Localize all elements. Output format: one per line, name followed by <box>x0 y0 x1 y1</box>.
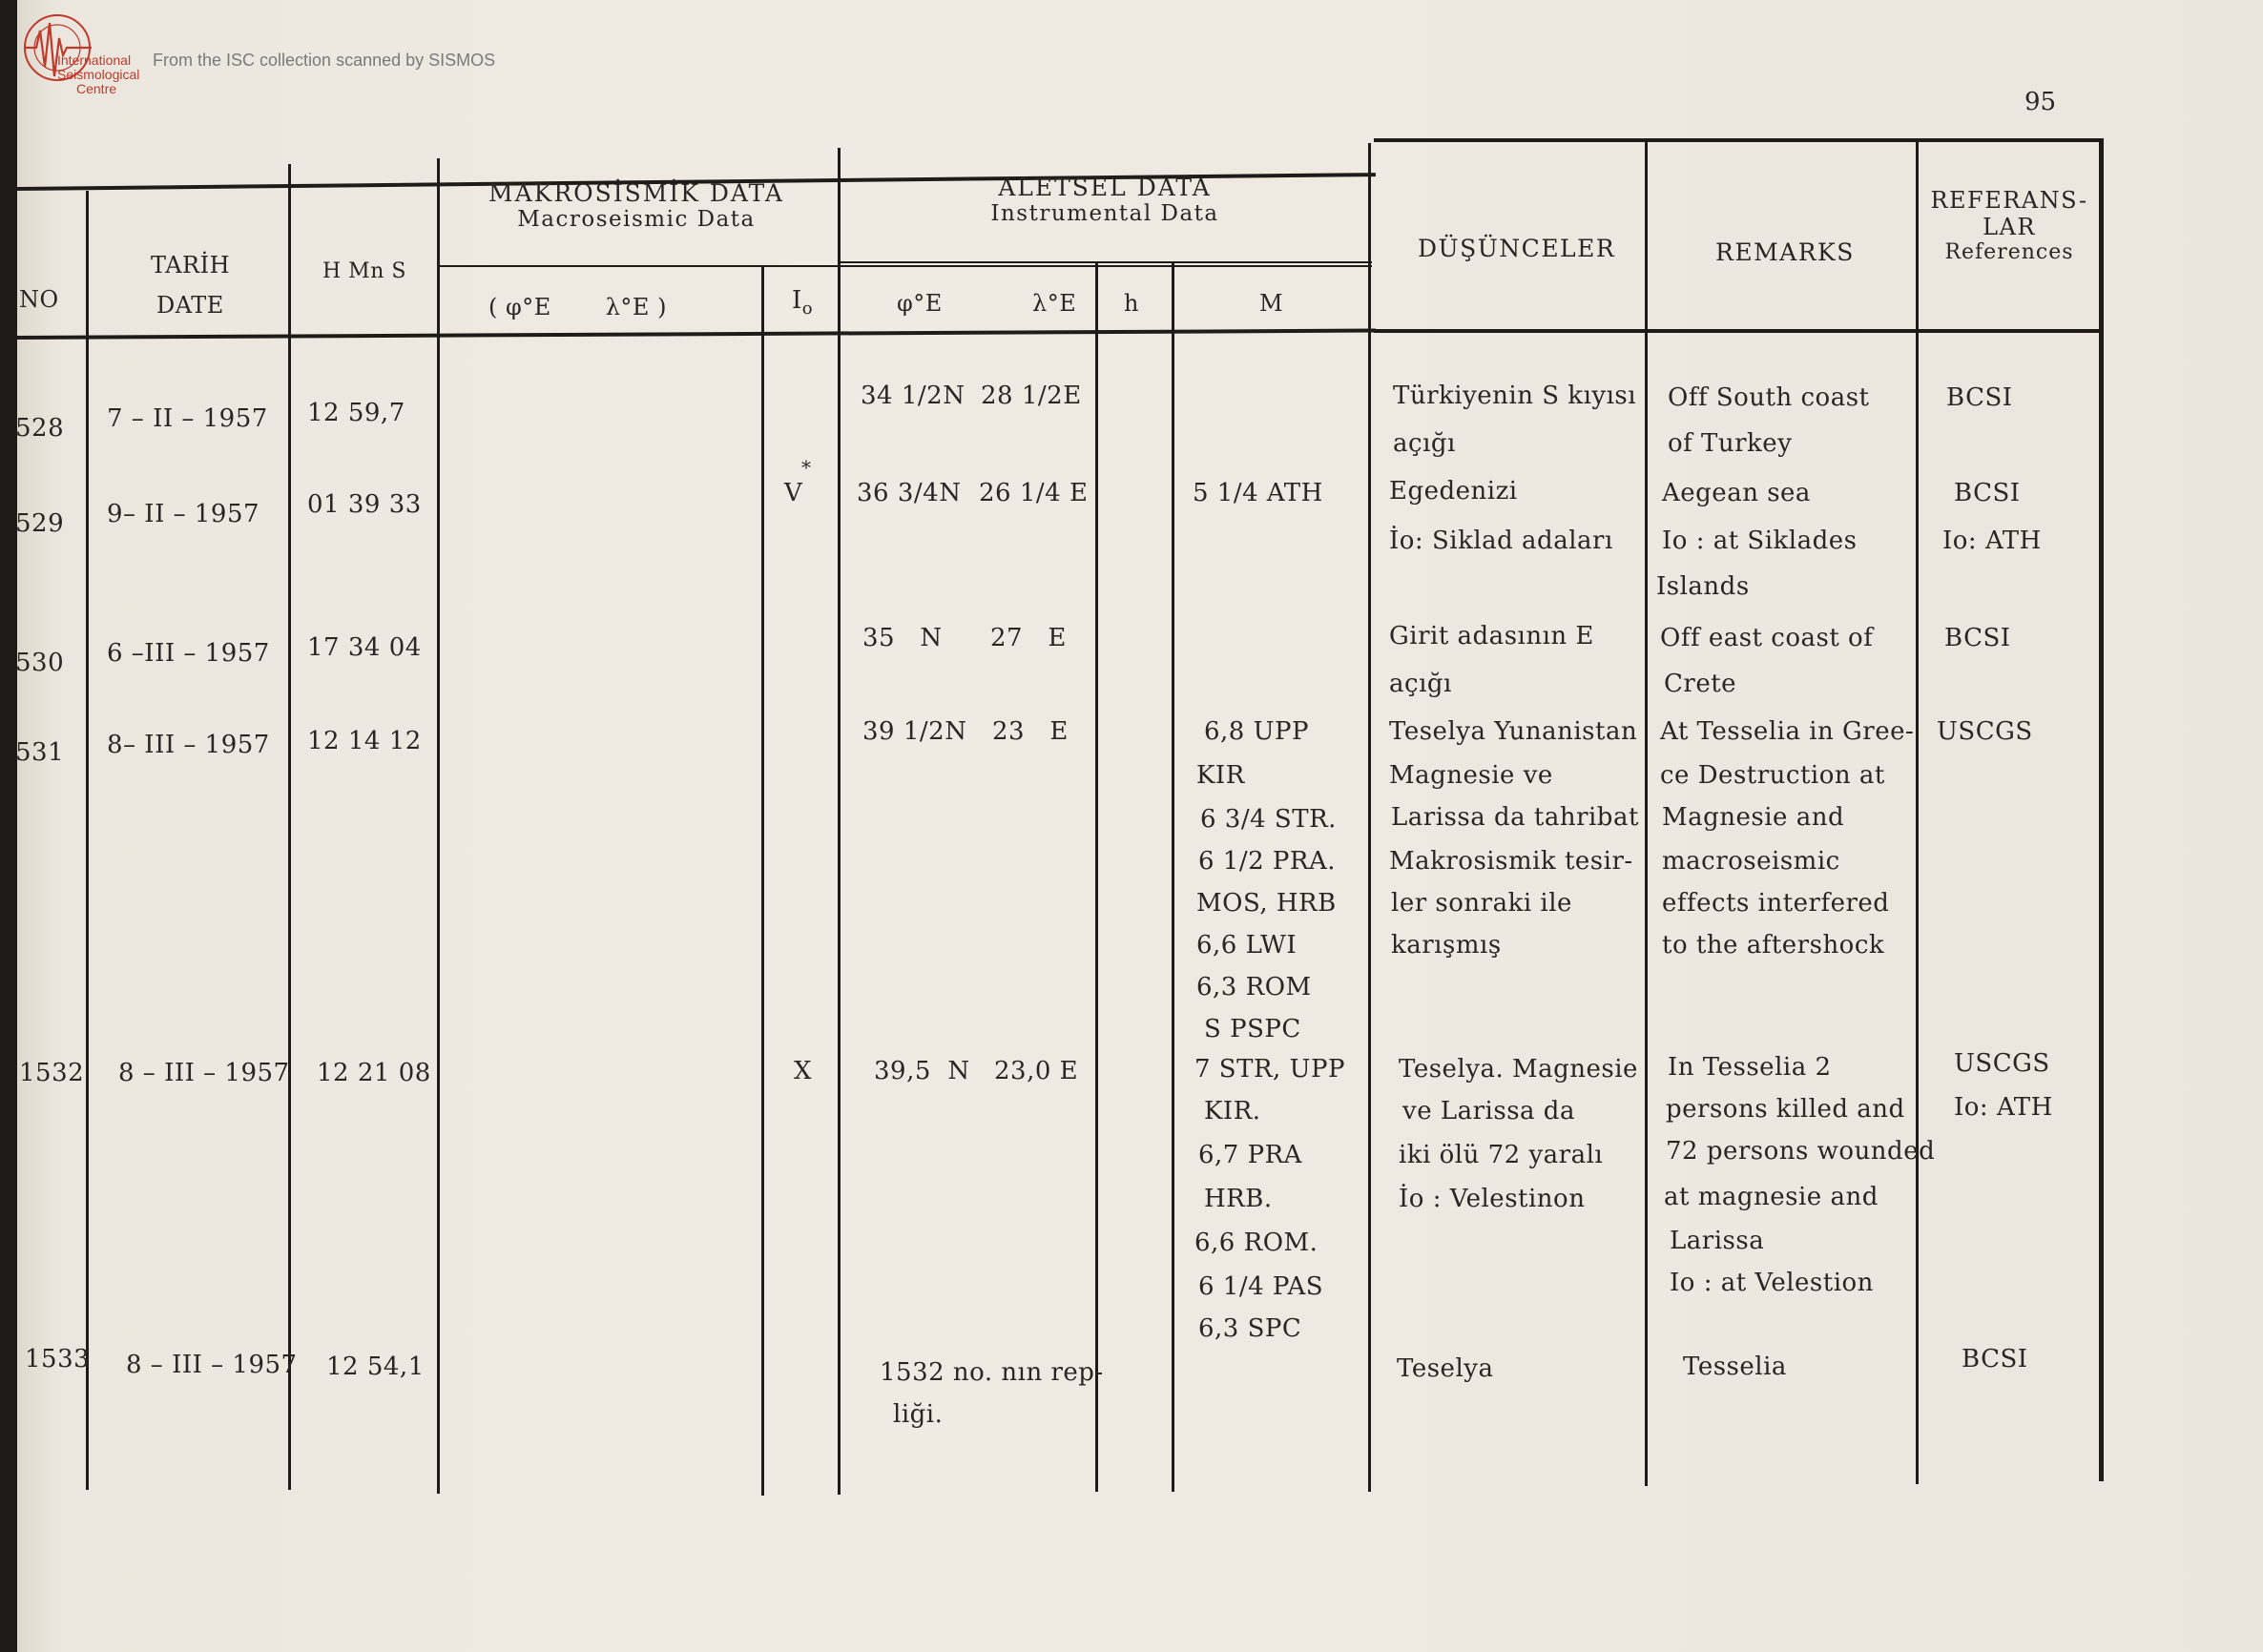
cell-magnitude: 6 3/4 STR. <box>1200 805 1337 834</box>
cell-remarks: Io : at Velestion <box>1670 1269 1874 1297</box>
header-io-sub: o <box>801 299 814 320</box>
cell-phi: 34 1/2N <box>861 382 965 410</box>
col-rule <box>1095 261 1098 1492</box>
cell-magnitude: HRB. <box>1204 1185 1273 1213</box>
cell-remarks: Islands <box>1656 572 1750 601</box>
cell-instr-note: 1532 no. nın rep- <box>880 1358 1104 1387</box>
cell-dusunceler: Teselya <box>1397 1354 1494 1383</box>
header-references <box>1918 187 2101 264</box>
cell-time: 12 21 08 <box>317 1059 431 1087</box>
header-macro-coords: ( φ°E λ°E ) <box>488 294 667 320</box>
header-macro <box>441 179 832 232</box>
cell-remarks: to the aftershock <box>1662 931 1885 960</box>
header-ref-en: References <box>1944 240 2074 264</box>
cell-remarks: effects interfered <box>1662 889 1890 918</box>
header-instr-tr: ALETSEL DATA <box>998 174 1212 201</box>
cell-date: 8 – III – 1957 <box>126 1351 298 1379</box>
header-no: NO <box>19 286 59 313</box>
header-io-label: I <box>792 286 802 315</box>
cell-ref: USCGS <box>1954 1049 2050 1078</box>
cell-no: 528 <box>15 414 65 443</box>
cell-remarks: at magnesie and <box>1664 1183 1879 1211</box>
cell-dusunceler: açığı <box>1393 429 1456 458</box>
cell-dusunceler: Teselya. Magnesie <box>1399 1055 1638 1084</box>
cell-dusunceler: ler sonraki ile <box>1391 889 1572 918</box>
col-rule <box>1172 261 1174 1492</box>
cell-io: X <box>794 1057 813 1085</box>
cell-phi: 39,5 N <box>874 1057 970 1085</box>
cell-date: 6 –III – 1957 <box>107 639 270 668</box>
cell-io-mark: * <box>801 456 812 479</box>
cell-time: 12 14 12 <box>307 727 422 755</box>
cell-dusunceler: İo: Siklad adaları <box>1389 527 1613 555</box>
cell-dusunceler: Larissa da tahribat <box>1391 803 1639 832</box>
cell-magnitude: 6,6 LWI <box>1196 931 1298 960</box>
cell-date: 9– II – 1957 <box>107 500 260 528</box>
cell-ref: BCSI <box>1954 479 2021 507</box>
cell-dusunceler: Türkiyenin S kıyısı <box>1393 382 1637 410</box>
cell-dusunceler: Egedenizi <box>1389 477 1518 506</box>
cell-dusunceler: karışmış <box>1391 931 1502 960</box>
cell-magnitude: S PSPC <box>1204 1015 1301 1043</box>
cell-remarks: Off South coast <box>1668 383 1870 412</box>
header-phi: φ°E <box>897 290 943 317</box>
cell-dusunceler: Makrosismik tesir- <box>1389 847 1633 876</box>
header-lambda: λ°E <box>1032 290 1077 317</box>
cell-dusunceler: iki ölü 72 yaralı <box>1399 1141 1604 1169</box>
cell-no: 1532 <box>19 1059 85 1087</box>
cell-phi: 39 1/2N <box>862 717 967 746</box>
isc-logo-text <box>57 53 139 96</box>
header-m: M <box>1259 290 1284 317</box>
header-io <box>792 286 813 319</box>
logo-line: International <box>57 52 132 68</box>
cell-phi: 35 N <box>862 624 943 652</box>
cell-remarks: Crete <box>1664 670 1737 698</box>
col-rule <box>838 148 841 1495</box>
cell-dusunceler: Magnesie ve <box>1389 761 1553 790</box>
table-top-rule-right <box>1374 138 2103 142</box>
cell-magnitude: KIR <box>1196 761 1245 790</box>
cell-lambda: 23 E <box>992 717 1069 746</box>
cell-time: 12 54,1 <box>326 1353 425 1381</box>
cell-magnitude: MOS, HRB <box>1196 889 1337 918</box>
cell-magnitude: 5 1/4 ATH <box>1193 479 1323 507</box>
cell-magnitude: 7 STR, UPP <box>1194 1055 1345 1084</box>
cell-remarks: Aegean sea <box>1662 479 1811 507</box>
col-rule <box>1645 141 1648 1486</box>
cell-time: 12 59,7 <box>307 399 405 427</box>
header-instr <box>840 174 1370 226</box>
col-rule <box>288 164 291 1490</box>
header-date-tr: TARİH <box>151 252 231 279</box>
cell-remarks: At Tesselia in Gree- <box>1660 717 1915 746</box>
cell-ref: BCSI <box>1962 1345 2028 1373</box>
header-ref-tr-2: LAR <box>1983 214 2036 240</box>
cell-lambda: 27 E <box>990 624 1067 652</box>
col-rule <box>1916 141 1919 1484</box>
cell-magnitude: 6,3 SPC <box>1198 1314 1302 1343</box>
cell-date: 8 – III – 1957 <box>118 1059 290 1087</box>
cell-magnitude: 6,8 UPP <box>1204 717 1310 746</box>
logo-line: Seismological <box>57 67 140 82</box>
cell-magnitude: 6,6 ROM. <box>1194 1229 1318 1257</box>
subheader-rule-left <box>437 265 1372 267</box>
cell-date: 7 – II – 1957 <box>107 404 268 433</box>
cell-time: 01 39 33 <box>307 490 422 519</box>
header-macro-en: Macroseismic Data <box>517 207 756 232</box>
cell-no: 529 <box>15 509 65 538</box>
cell-phi: 36 3/4N <box>857 479 962 507</box>
cell-remarks: macroseismic <box>1662 847 1840 876</box>
cell-magnitude: 6 1/4 PAS <box>1198 1272 1324 1301</box>
cell-no: 530 <box>15 649 65 677</box>
cell-remarks: In Tesselia 2 <box>1668 1053 1832 1082</box>
cell-ref: BCSI <box>1944 624 2011 652</box>
header-ref-tr-1: REFERANS- <box>1930 187 2088 214</box>
page-number: 95 <box>2024 88 2057 116</box>
cell-no: 531 <box>15 738 65 767</box>
cell-magnitude: 6,7 PRA <box>1198 1141 1302 1169</box>
col-rule <box>437 158 440 1494</box>
cell-remarks: ce Destruction at <box>1660 761 1885 790</box>
cell-ref: Io: ATH <box>1942 527 2042 555</box>
cell-lambda: 28 1/2E <box>981 382 1082 410</box>
cell-magnitude: KIR. <box>1204 1097 1261 1125</box>
cell-no: 1533 <box>25 1345 91 1373</box>
cell-magnitude: 6,3 ROM <box>1196 973 1312 1002</box>
header-date-en: DATE <box>156 292 224 319</box>
cell-date: 8– III – 1957 <box>107 731 270 759</box>
header-bottom-rule-right <box>1374 329 2103 333</box>
cell-magnitude: 6 1/2 PRA. <box>1198 847 1337 876</box>
cell-remarks: 72 persons wounded <box>1666 1137 1936 1166</box>
cell-ref: USCGS <box>1937 717 2033 746</box>
cell-remarks: Larissa <box>1670 1227 1765 1255</box>
cell-dusunceler: İo : Velestinon <box>1399 1185 1586 1213</box>
col-rule-outer <box>2099 138 2104 1481</box>
cell-dusunceler: Girit adasının E <box>1389 622 1594 650</box>
header-time: H Mn S <box>322 259 406 283</box>
cell-dusunceler: açığı <box>1389 670 1452 698</box>
cell-remarks: Off east coast of <box>1660 624 1874 652</box>
header-instr-en: Instrumental Data <box>990 201 1219 226</box>
cell-dusunceler: ve Larissa da <box>1402 1097 1575 1125</box>
col-rule <box>761 265 764 1496</box>
subheader-rule-right <box>838 261 1372 263</box>
cell-remarks: of Turkey <box>1668 429 1793 458</box>
cell-lambda: 26 1/4 E <box>979 479 1089 507</box>
cell-remarks: Magnesie and <box>1662 803 1845 832</box>
col-rule <box>86 191 89 1490</box>
header-h: h <box>1124 290 1139 317</box>
header-dusunceler: DÜŞÜNCELER <box>1418 235 1616 262</box>
source-note: From the ISC collection scanned by SISMOS <box>153 51 496 70</box>
logo-line: Centre <box>76 81 117 96</box>
cell-lambda: 23,0 E <box>994 1057 1079 1085</box>
cell-ref: BCSI <box>1946 383 2013 412</box>
cell-remarks: persons killed and <box>1666 1095 1905 1124</box>
cell-dusunceler: Teselya Yunanistan <box>1389 717 1638 746</box>
cell-remarks: Io : at Siklades <box>1662 527 1858 555</box>
cell-time: 17 34 04 <box>307 633 422 662</box>
header-remarks: REMARKS <box>1715 238 1855 266</box>
cell-io: V <box>784 479 803 507</box>
col-rule <box>1368 143 1371 1492</box>
scan-binding-edge <box>0 0 17 1652</box>
header-macro-tr: MAKROSİSMİK DATA <box>488 179 784 207</box>
cell-ref: Io: ATH <box>1954 1093 2053 1122</box>
cell-instr-note: liği. <box>893 1400 944 1429</box>
cell-remarks: Tesselia <box>1683 1353 1787 1381</box>
